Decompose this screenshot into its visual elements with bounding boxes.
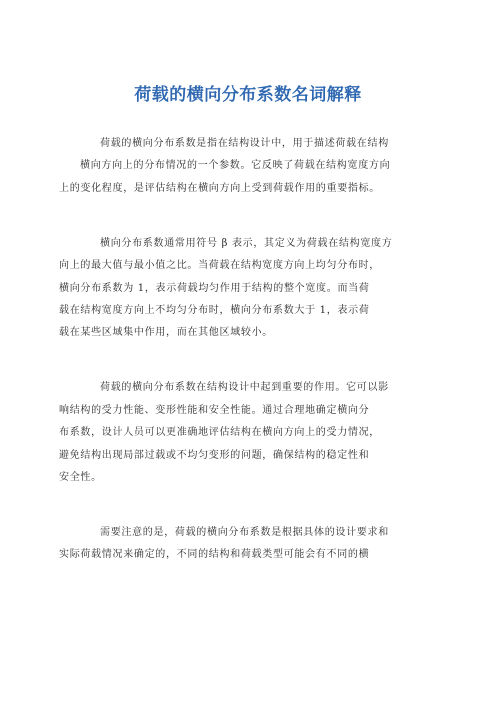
paragraph-3-line-1: 荷载的横向分布系数在结构设计中起到重要的作用。它可以影 — [100, 382, 389, 393]
paragraph-4-line-1: 需要注意的是，荷载的横向分布系数是根据具体的设计要求和 — [100, 527, 389, 538]
paragraph-1-line-3: 上的变化程度，是评估结构在横向方向上受到荷载作用的重要指标。 — [59, 183, 380, 194]
paragraph-4-line-2: 实际荷载情况来确定的，不同的结构和荷载类型可能会有不同的横 — [59, 549, 370, 560]
paragraph-2-line-1: 横向分布系数通常用符号 β 表示，其定义为荷载在结构宽度方 — [100, 238, 393, 249]
paragraph-2-line-4: 载在结构宽度方向上不均匀分布时，横向分布系数大于 1，表示荷 — [59, 305, 370, 316]
paragraph-3-line-2: 响结构的受力性能、变形性能和安全性能。通过合理地确定横向分 — [59, 405, 370, 416]
paragraph-2-line-5: 载在某些区域集中作用，而在其他区域较小。 — [59, 327, 273, 338]
paragraph-3-line-4: 避免结构出现局部过载或不均匀变形的问题，确保结构的稳定性和 — [59, 450, 370, 461]
paragraph-2-line-2: 向上的最大值与最小值之比。当荷载在结构宽度方向上均匀分布时， — [59, 260, 380, 271]
page-title: 荷载的横向分布系数名词解释 — [134, 85, 362, 105]
paragraph-1-line-1: 荷载的横向分布系数是指在结构设计中，用于描述荷载在结构 — [100, 138, 389, 149]
paragraph-1-line-2: 横向方向上的分布情况的一个参数。它反映了荷载在结构宽度方向 — [80, 160, 391, 171]
paragraph-2-line-3: 横向分布系数为 1，表示荷载均匀作用于结构的整个宽度。而当荷 — [59, 283, 370, 294]
paragraph-3-line-5: 安全性。 — [59, 472, 102, 483]
paragraph-3-line-3: 布系数，设计人员可以更准确地评估结构在横向方向上的受力情况， — [59, 427, 380, 438]
